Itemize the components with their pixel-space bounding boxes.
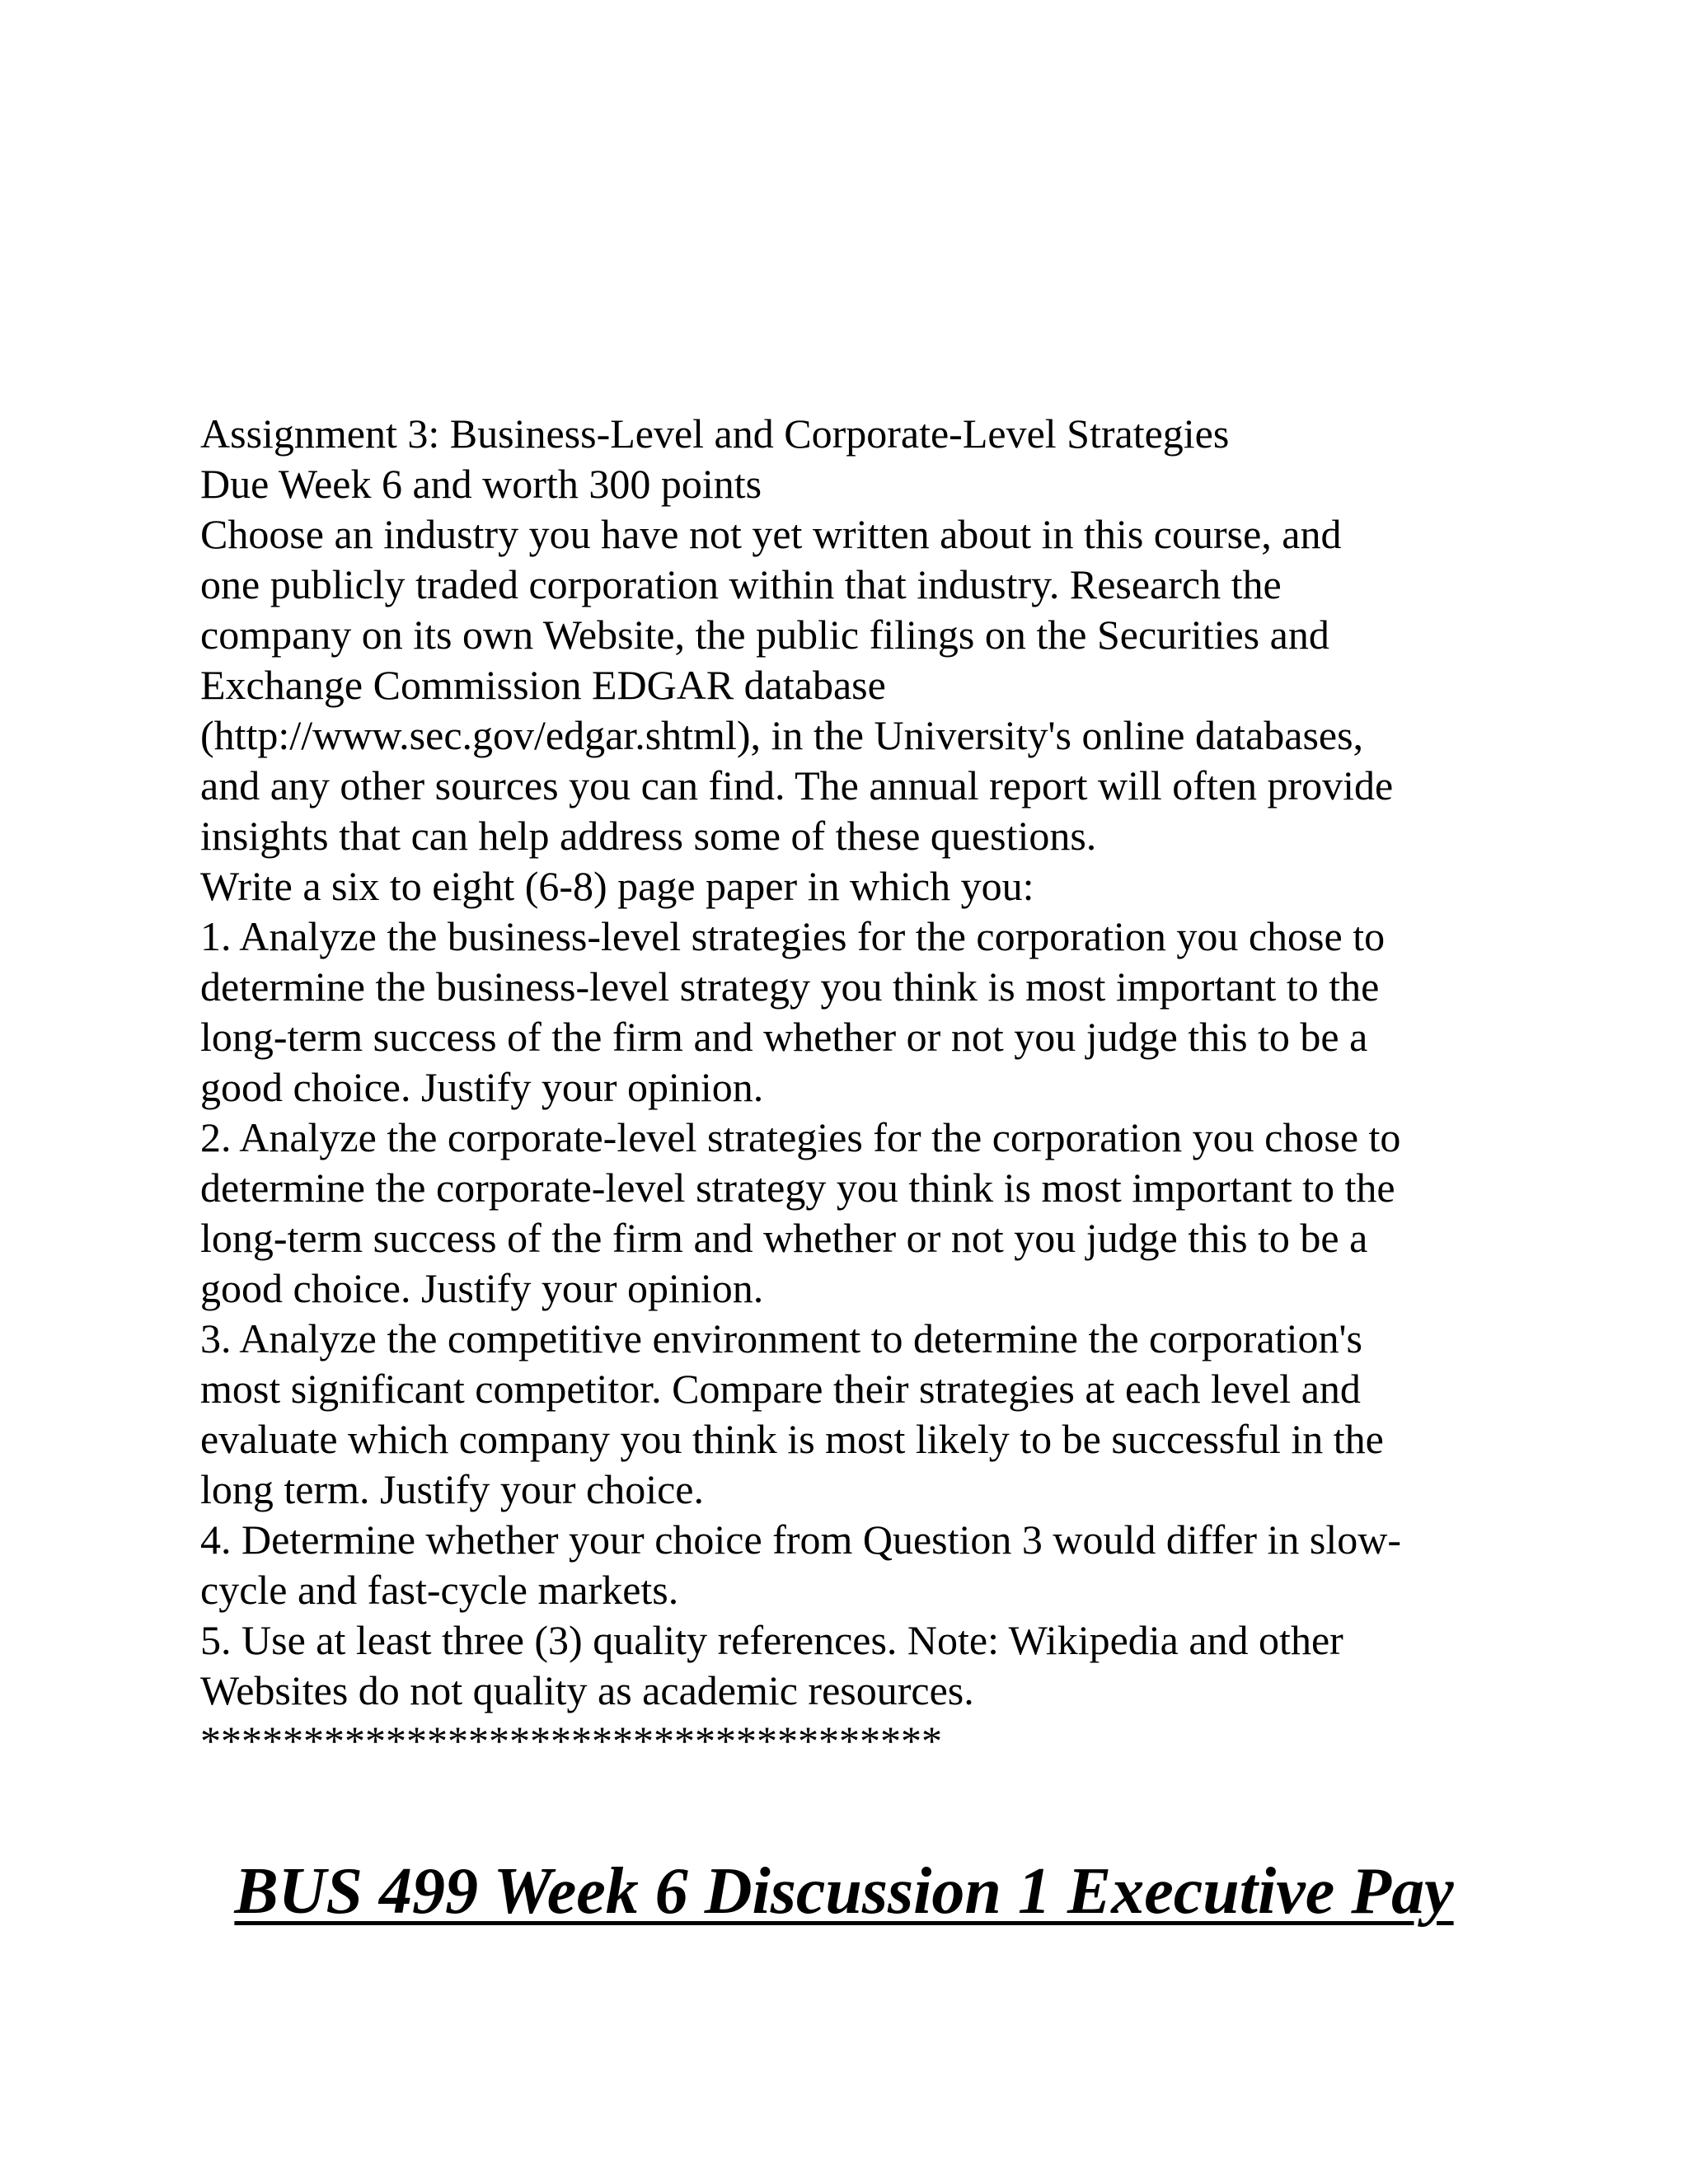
text-line: long-term success of the firm and whether or not you judge this to be a — [200, 1014, 1368, 1060]
text-line: one publicly traded corporation within that industry. Research the — [200, 561, 1282, 607]
text-line: Websites do not quality as academic resources. — [200, 1667, 974, 1713]
list-item-3: 3. Analyze the competitive environment to determine the corporation's — [200, 1315, 1362, 1361]
list-item-5: 5. Use at least three (3) quality references. Note: Wikipedia and other — [200, 1617, 1343, 1663]
text-line: insights that can help address some of these questions. — [200, 813, 1097, 859]
text-line: Exchange Commission EDGAR database — [200, 662, 886, 708]
due-line: Due Week 6 and worth 300 points — [200, 461, 762, 507]
list-item-1: 1. Analyze the business-level strategies for the corporation you chose to — [200, 913, 1386, 959]
text-line: determine the corporate-level strategy you think is most important to the — [200, 1165, 1395, 1211]
text-line: long term. Justify your choice. — [200, 1466, 704, 1512]
text-line: Write a six to eight (6-8) page paper in which you: — [200, 863, 1034, 909]
text-line: Choose an industry you have not yet written about in this course, and — [200, 511, 1342, 557]
text-line: good choice. Justify your opinion. — [200, 1265, 764, 1311]
list-item-2: 2. Analyze the corporate-level strategies for the corporation you chose to — [200, 1114, 1401, 1160]
text-line: cycle and fast-cycle markets. — [200, 1567, 679, 1613]
discussion-heading: BUS 499 Week 6 Discussion 1 Executive Pay — [234, 1855, 1454, 1928]
assignment-text — [200, 409, 1519, 1766]
text-line: (http://www.sec.gov/edgar.shtml), in the University's online databases, — [200, 712, 1364, 758]
assignment-title: Assignment 3: Business-Level and Corporate-Level Strategies — [200, 410, 1230, 457]
text-line: determine the business-level strategy you think is most important to the — [200, 963, 1380, 1010]
text-line: evaluate which company you think is most likely to be successful in the — [200, 1416, 1384, 1462]
text-line: long-term success of the firm and whether or not you judge this to be a — [200, 1215, 1368, 1261]
text-line: most significant competitor. Compare their strategies at each level and — [200, 1366, 1361, 1412]
text-line: good choice. Justify your opinion. — [200, 1064, 764, 1110]
list-item-4: 4. Determine whether your choice from Question 3 would differ in slow- — [200, 1516, 1402, 1563]
text-line: company on its own Website, the public filings on the Securities and — [200, 612, 1329, 658]
text-line: and any other sources you can find. The annual report will often provide — [200, 762, 1394, 808]
asterisk-divider: ************************************ — [200, 1718, 942, 1764]
